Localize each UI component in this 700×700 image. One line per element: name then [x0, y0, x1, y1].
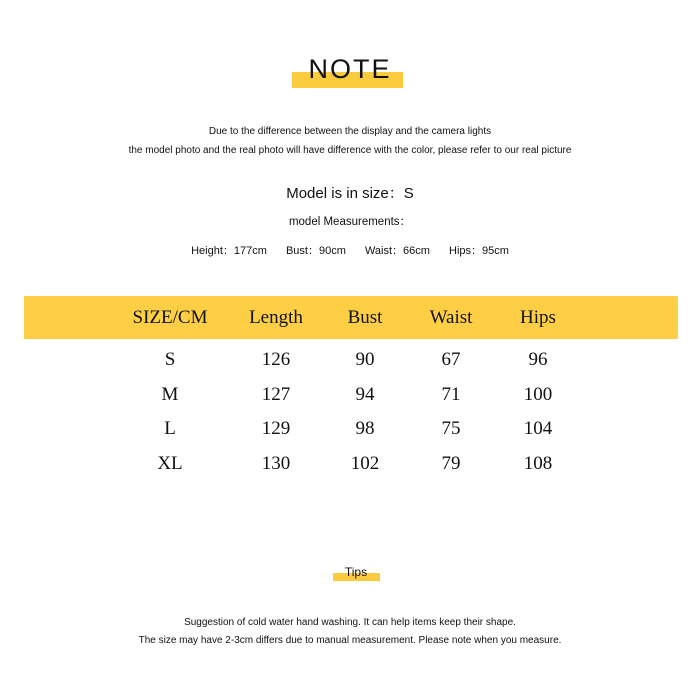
- header-length: Length: [249, 307, 303, 328]
- cell-size-l: L: [164, 418, 176, 439]
- model-measurements-label: model Measurements：: [288, 216, 412, 228]
- intro-line-1: Due to the difference between the display and the camera lights: [208, 126, 492, 137]
- header-bust: Bust: [347, 307, 383, 328]
- header-size: SIZE/CM: [132, 307, 208, 328]
- cell-length-l: 129: [261, 418, 291, 439]
- header-waist: Waist: [429, 307, 473, 328]
- cell-size-m: M: [161, 384, 179, 405]
- tips-line-1: Suggestion of cold water hand washing. It can help items keep their shape.: [184, 617, 516, 628]
- model-height: Height：177cm: [191, 245, 267, 257]
- model-waist: Waist：66cm: [364, 245, 430, 257]
- cell-hips-l: 104: [523, 418, 553, 439]
- cell-waist-m: 71: [441, 384, 461, 405]
- cell-bust-s: 90: [355, 349, 375, 370]
- cell-bust-m: 94: [355, 384, 375, 405]
- cell-length-m: 127: [261, 384, 291, 405]
- cell-length-s: 126: [261, 349, 291, 370]
- cell-bust-xl: 102: [350, 453, 380, 474]
- cell-bust-l: 98: [355, 418, 375, 439]
- tips-line-2: The size may have 2-3cm differs due to manual measurement. Please note when you measure.: [138, 635, 562, 646]
- header-hips: Hips: [520, 307, 556, 328]
- cell-size-s: S: [164, 349, 176, 370]
- cell-size-xl: XL: [157, 453, 183, 474]
- note-title: NOTE: [308, 54, 392, 84]
- model-bust: Bust：90cm: [285, 245, 346, 257]
- cell-waist-l: 75: [441, 418, 461, 439]
- model-hips: Hips：95cm: [449, 245, 509, 257]
- cell-waist-s: 67: [441, 349, 461, 370]
- cell-hips-xl: 108: [523, 453, 553, 474]
- cell-hips-m: 100: [523, 384, 553, 405]
- model-measurements-row: [0, 242, 700, 258]
- intro-line-2: the model photo and the real photo will have difference with the color, please refer to our real picture: [128, 145, 572, 156]
- note-heading: [0, 54, 700, 85]
- cell-hips-s: 96: [528, 349, 548, 370]
- tips-title: Tips: [344, 565, 368, 579]
- model-size-line: Model is in size：S: [286, 185, 414, 202]
- cell-length-xl: 130: [261, 453, 291, 474]
- cell-waist-xl: 79: [441, 453, 461, 474]
